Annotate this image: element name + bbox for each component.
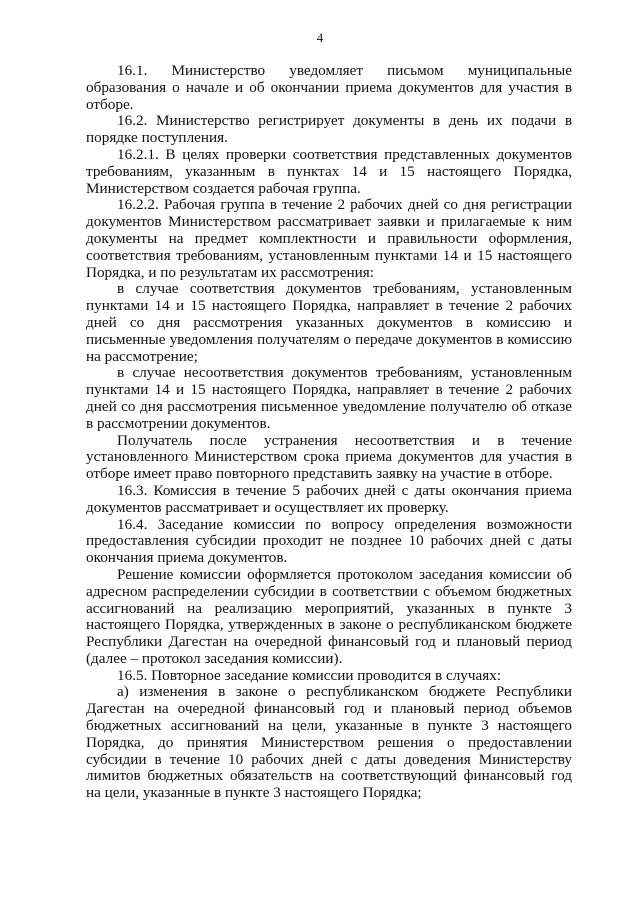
paragraph-commission-decision: Решение комиссии оформляется протоколом заседания комиссии об адресном распределении субсидии в соответствии с объемом бюджетных ассигнований на реализацию мероприятий, указанных в пункте 3 настоящего Порядка, утвержденных в законе о республиканском бюджете Республики Дагестан на очередной финансовый год и плановый период (далее – протокол заседания комиссии). <box>86 565 572 667</box>
paragraph-16-5-a: а) изменения в законе о республиканском бюджете Республики Дагестан на очередной финансовый год и плановый период объемов бюджетных ассигнований на цели, указанные в пункте 3 настоящего Порядка, до принятия Министерством решения о предоставлении субсидии в течение 10 рабочих дней с даты доведения Министерству лимитов бюджетных обязательств на соответствующий финансовый год на цели, указанные в пункте 3 настоящего Порядка; <box>86 683 572 802</box>
paragraph-16-2-2: 16.2.2. Рабочая группа в течение 2 рабочих дней со дня регистрации документов Министерством рассматривает заявки и прилагаемые к ним документы на предмет комплектности и правильности оформления, соответствия требованиям, установленным пунктами 14 и 15 настоящего Порядка, и по результатам их рассмотрения: <box>86 196 572 281</box>
paragraph-16-2: 16.2. Министерство регистрирует документы в день их подачи в порядке поступления. <box>86 112 572 147</box>
paragraph-noncompliance-case: в случае несоответствия документов требованиям, установленным пунктами 14 и 15 настоящего Порядка, направляет в течение 2 рабочих дней со дня рассмотрения письменное уведомление получателю об отказе в рассмотрении документов. <box>86 364 572 432</box>
paragraph-16-3: 16.3. Комиссия в течение 5 рабочих дней с даты окончания приема документов рассматривает и осуществляет их проверку. <box>86 481 572 516</box>
document-body <box>86 63 572 802</box>
paragraph-compliance-case: в случае соответствия документов требованиям, установленным пунктами 14 и 15 настоящего Порядка, направляет в течение 2 рабочих дней со дня рассмотрения указанных документов в комиссию и письменные уведомления получателям о передаче документов в комиссию на рассмотрение; <box>86 280 572 365</box>
paragraph-resubmission: Получатель после устранения несоответствия и в течение установленного Министерством срока приема документов для участия в отборе имеет право повторного представить заявку на участие в отборе. <box>86 431 572 483</box>
paragraph-16-5: 16.5. Повторное заседание комиссии проводится в случаях: <box>117 666 502 684</box>
paragraph-16-4: 16.4. Заседание комиссии по вопросу определения возможности предоставления субсидии проходит не позднее 10 рабочих дней с даты окончания приема документов. <box>86 515 572 567</box>
paragraph-16-2-1: 16.2.1. В целях проверки соответствия представленных документов требованиям, указанным в пунктах 14 и 15 настоящего Порядка, Министерством создается рабочая группа. <box>86 145 572 197</box>
paragraph-16-1: 16.1. Министерство уведомляет письмом муниципальные образования о начале и об окончании приема документов для участия в отборе. <box>86 62 572 113</box>
page-number: 4 <box>316 30 324 45</box>
